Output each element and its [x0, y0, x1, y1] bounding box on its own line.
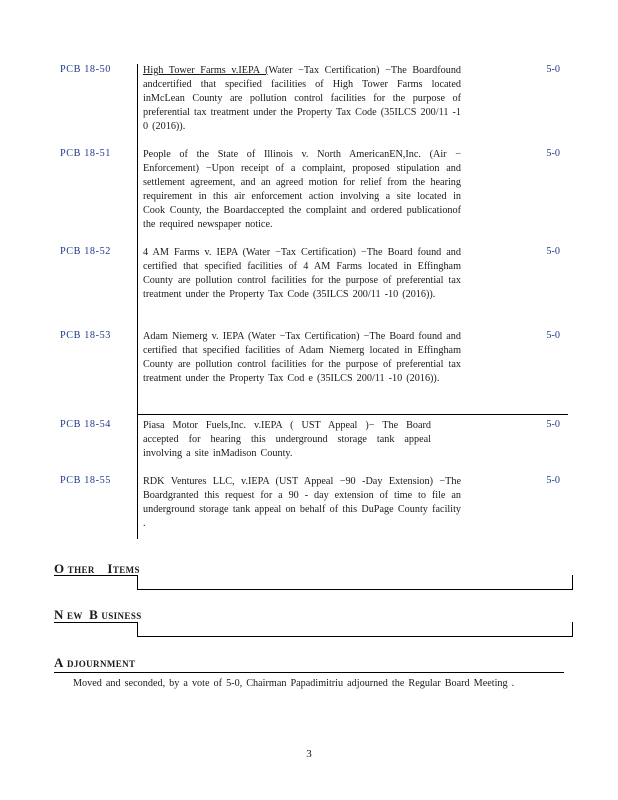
case-row-18-52: [60, 246, 568, 330]
vote-tally: 5-0: [546, 330, 560, 341]
docket-number: PCB 18-53: [60, 330, 111, 341]
case-row-18-53: [60, 330, 568, 415]
case-text: Water −Tax Certification) −The Boardfound andcertified that specified facilities of High Tower Farms located inMcLean County are pollution control facilities for the purpose of preferential tax treatment under the Property Tax Code (35ILCS 200/11 -1 0 (2016)).: [143, 65, 462, 132]
adjournment-text: Moved and seconded, by a vote of 5-0, Chairman Papadimitriu adjourned the Regular Board Meeting .: [73, 678, 515, 689]
case-title: High Tower Farms v.IEPA (: [143, 65, 269, 76]
case-description: Piasa Motor Fuels,Inc. v.IEPA ( UST Appeal )− The Board accepted for hearing this underground storage tank appeal involving a site inMadison County.: [143, 420, 431, 459]
page-number: 3: [306, 748, 312, 760]
docket-number: PCB 18-51: [60, 148, 111, 159]
docket-number: PCB 18-54: [60, 419, 111, 430]
case-row-18-54: [60, 415, 568, 475]
vote-tally: 5-0: [546, 246, 560, 257]
heading-underline: [54, 672, 564, 673]
case-description: People of the State of Illinois v. North AmericanEN,Inc. (Air − Enforcement) −Upon receipt of a complaint, proposed stipulation and settlement agreement, and an agreed motion for relief from the hearing requirement in this air enforcement action involving a site located in Cook County, the Boardaccepted the complaint and ordered publicationof the required newspaper notice.: [143, 149, 461, 230]
case-table: [54, 64, 568, 539]
adjournment-section: [54, 655, 572, 691]
case-row-18-50: [60, 64, 568, 148]
section-heading-other-items: O THER ITEMS: [54, 561, 140, 576]
new-business-section: [54, 607, 572, 623]
case-description: 4 AM Farms v. IEPA (Water −Tax Certification) −The Board found and certified that specified facilities of 4 AM Farms located in Effingham County are pollution control facilities for the purpose of preferential tax treatment under the Property Tax Code (35ILCS 200/11 -10 (2016)).: [143, 247, 461, 300]
vote-tally: 5-0: [546, 419, 560, 430]
case-row-18-55: [60, 475, 568, 539]
case-description: [143, 64, 461, 134]
section-heading-new-business: N EW B USINESS: [54, 607, 142, 622]
case-description: Adam Niemerg v. IEPA (Water −Tax Certification) −The Board found and certified that specified facilities of Adam Niemerg located in Effingham County are pollution control facilities for the purpose of preferential tax treatment under the Property Tax Cod e (35ILCS 200/11 -10 (2016)).: [143, 331, 461, 384]
heading-underline: [54, 622, 138, 623]
case-row-18-51: [60, 148, 568, 246]
case-description: RDK Ventures LLC, v.IEPA (UST Appeal −90 -Day Extension) −The Boardgranted this request for a 90 - day extension of time to file an underground storage tank appeal on behalf of this DuPage County facility .: [143, 476, 461, 529]
vote-tally: 5-0: [546, 148, 560, 159]
docket-number: PCB 18-52: [60, 246, 111, 257]
docket-number: PCB 18-55: [60, 475, 111, 486]
vote-tally: 5-0: [546, 475, 560, 486]
vote-tally: 5-0: [546, 64, 560, 75]
heading-underline: [54, 575, 138, 576]
docket-number: PCB 18-50: [60, 64, 111, 75]
new-business-rule: [137, 622, 573, 637]
other-items-rule: [137, 575, 573, 590]
section-heading-adjournment: A DJOURNMENT: [54, 655, 136, 670]
